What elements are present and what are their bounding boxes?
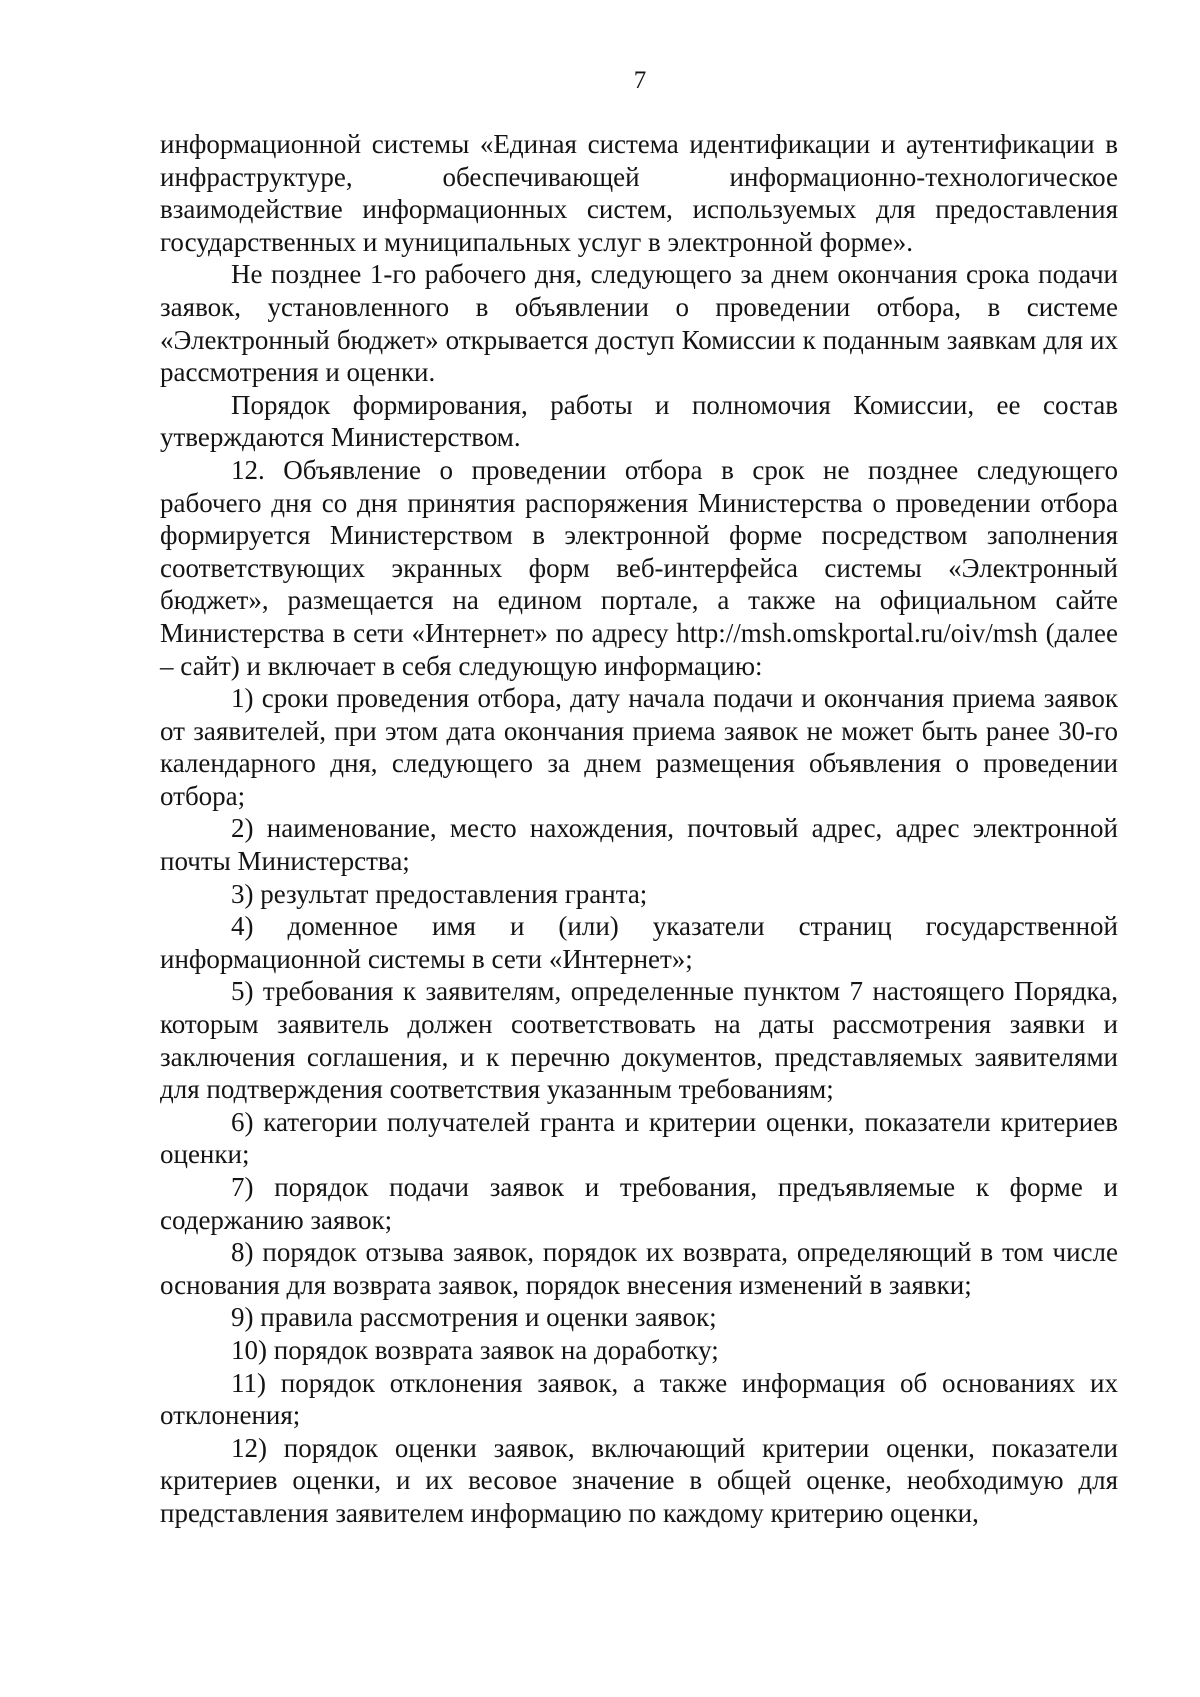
list-item-4: 4) доменное имя и (или) указатели страниц государственной информационной системы в сети «Интернет»; [160, 911, 1118, 974]
paragraph-12-announcement: 12. Объявление о проведении отбора в срок не позднее следующего рабочего дня со дня принятия распоряжения Министерства о проведении отбора формируется Министерством в электронной форме посредством заполнения соответствующих экранных форм веб-интерфейса системы «Электронный бюджет», размещается на едином портале, а также на официальном сайте Министерства в сети «Интернет» по адресу http://msh.omskportal.ru/oiv/msh (далее – сайт) и включает в себя следующую информацию: [160, 454, 1118, 681]
paragraph-commission-order: Порядок формирования, работы и полномочия Комиссии, ее состав утверждаются Министерством. [160, 389, 1118, 453]
list-item-11: 11) порядок отклонения заявок, а также информация об основаниях их отклонения; [160, 1367, 1118, 1431]
document-body [160, 128, 1118, 1530]
list-item-1: 1) сроки проведения отбора, дату начала подачи и окончания приема заявок от заявителей, при этом дата окончания приема заявок не может быть ранее 30-го календарного дня, следующего за днем размещения объявления о проведении отбора; [160, 683, 1118, 811]
list-item-9: 9) правила рассмотрения и оценки заявок; [231, 1302, 717, 1333]
list-item-12: 12) порядок оценки заявок, включающий критерии оценки, показатели критериев оценки, и их весовое значение в общей оценке, необходимую для представления заявителем информацию по каждому критерию оценки, [160, 1432, 1118, 1528]
list-item-3: 3) результат предоставления гранта; [231, 878, 648, 909]
list-item-6: 6) категории получателей гранта и критерии оценки, показатели критериев оценки; [160, 1106, 1118, 1170]
paragraph-continuation: информационной системы «Единая система идентификации и аутентификации в инфраструктуре, обеспечивающей информационно-технологическое взаимодействие информационных систем, используемых для предоставления государственных и муниципальных услуг в электронной форме». [160, 129, 1118, 257]
list-item-7: 7) порядок подачи заявок и требования, предъявляемые к форме и содержанию заявок; [160, 1172, 1118, 1235]
list-item-2: 2) наименование, место нахождения, почтовый адрес, адрес электронной почты Министерства; [160, 813, 1118, 877]
page-number: 7 [633, 67, 647, 94]
list-item-10: 10) порядок возврата заявок на доработку; [231, 1334, 719, 1365]
paragraph-commission-access: Не позднее 1-го рабочего дня, следующего за днем окончания срока подачи заявок, установленного в объявлении о проведении отбора, в системе «Электронный бюджет» открывается доступ Комиссии к поданным заявкам для их рассмотрения и оценки. [160, 259, 1118, 388]
list-item-5: 5) требования к заявителям, определенные пунктом 7 настоящего Порядка, которым заявитель должен соответствовать на даты рассмотрения заявки и заключения соглашения, и к перечню документов, представляемых заявителями для подтверждения соответствия указанным требованиям; [160, 976, 1118, 1105]
list-item-8: 8) порядок отзыва заявок, порядок их возврата, определяющий в том числе основания для возврата заявок, порядок внесения изменений в заявки; [160, 1237, 1118, 1300]
